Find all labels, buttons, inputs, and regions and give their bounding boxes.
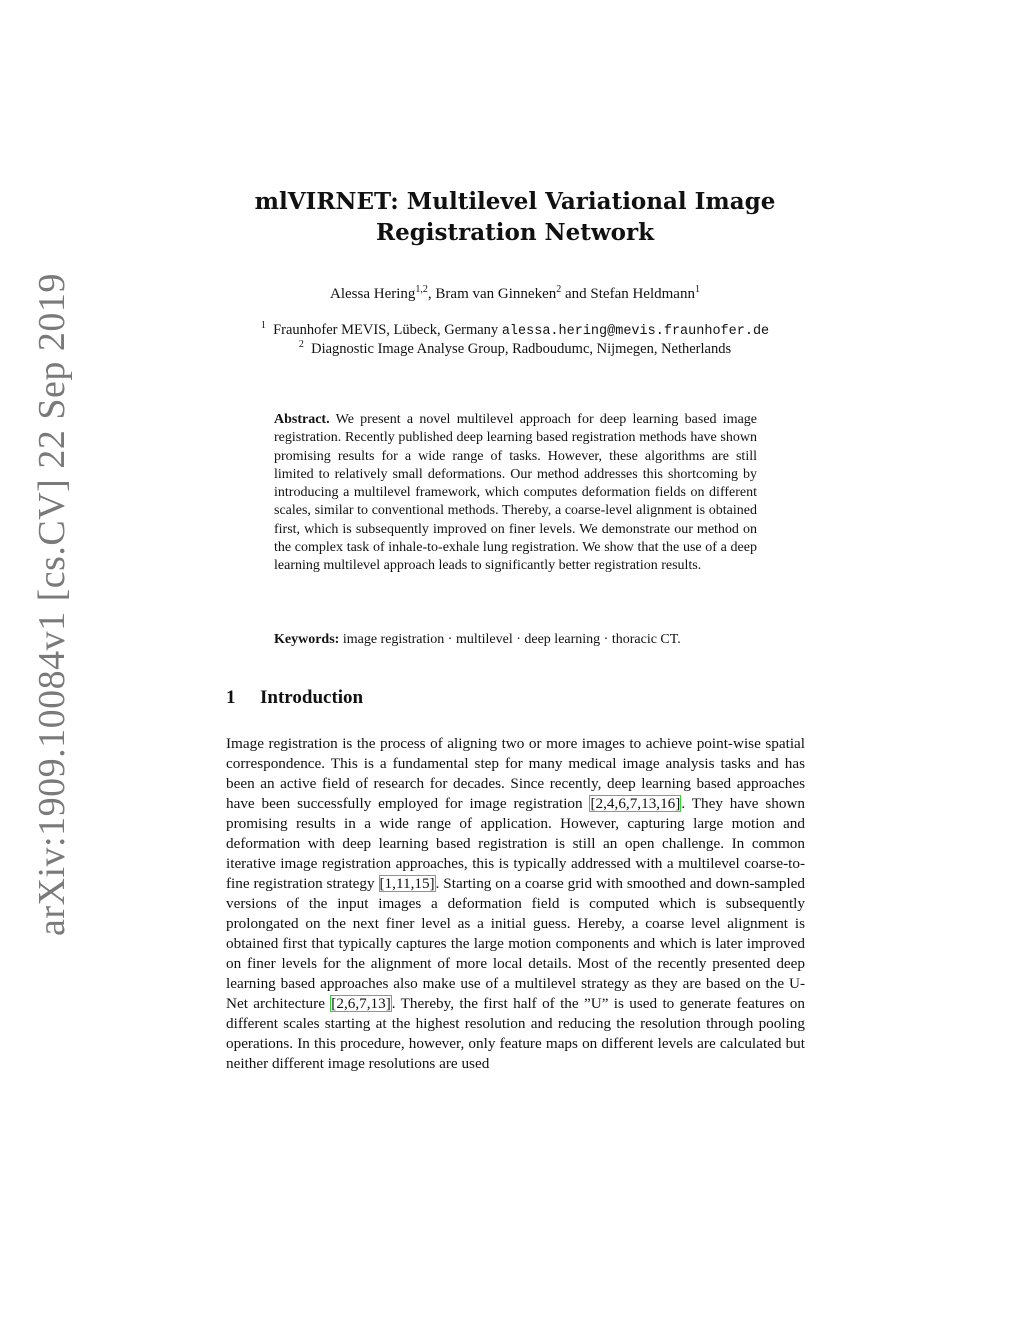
keywords-label: Keywords: xyxy=(274,632,340,647)
affiliation-1-number: 1 xyxy=(260,320,266,331)
intro-text-1: Image registration is the process of aligning two or more images to achieve point-wise spatial correspondence. This is a fundamental step for many medical image analysis tasks and has been an active field of research for decades. Since recently, deep learning based approaches have been successfully employed for image registration xyxy=(226,735,805,812)
affiliation-1 xyxy=(226,320,804,339)
author-3: Stefan Heldmann xyxy=(590,286,695,302)
author-email-link[interactable]: alessa.hering@mevis.fraunhofer.de xyxy=(501,323,770,339)
section-heading xyxy=(226,687,363,709)
introduction-paragraph xyxy=(226,734,805,1074)
citation-link[interactable]: [1,11,15] xyxy=(379,875,435,892)
citation-link[interactable]: [2,6,7,13] xyxy=(331,995,391,1012)
author-separator: and xyxy=(561,286,591,302)
affiliation-1-text: Fraunhofer MEVIS, Lübeck, Germany xyxy=(273,321,499,338)
affiliation-2 xyxy=(226,339,804,358)
author-list xyxy=(226,284,804,303)
author-1: Alessa Hering xyxy=(330,286,416,302)
abstract-text: We present a novel multilevel approach for deep learning based image registration. Recently published deep learning based registration methods have shown promising results for a wide range of tasks. However, these algorithms are still limited to relatively small deformations. Our method addresses this shortcoming by introducing a multilevel framework, which computes deformation fields on different scales, similar to conventional methods. Thereby, a coarse-level alignment is obtained first, which is subsequently improved on finer levels. We demonstrate our method on the complex task of inhale-to-exhale lung registration. We show that the use of a deep learning multilevel approach leads to significantly better registration results. xyxy=(274,412,758,574)
section-number: 1 xyxy=(226,687,236,708)
author-separator: , xyxy=(427,286,436,302)
citation-link[interactable]: [2,4,6,7,13,16] xyxy=(590,795,681,812)
author-3-affil: 1 xyxy=(694,284,700,295)
section-title: Introduction xyxy=(260,687,364,708)
author-2: Bram van Ginneken xyxy=(435,286,557,302)
affiliation-2-number: 2 xyxy=(298,339,304,350)
intro-text-4: . Thereby, the first half of the ”U” is used to generate features on different scales starting at the highest resolution and reducing the resolution through pooling operations. In this procedure, however, only feature maps on different levels are calculated but neither different image resolutions are used xyxy=(226,995,805,1072)
arxiv-side-stamp: arXiv:1909.10084v1 [cs.CV] 22 Sep 2019 xyxy=(31,273,73,936)
intro-text-2: . They have shown promising results in a wide range of application. However, capturing large motion and deformation with deep learning based registration is still an open challenge. In common iterative image registration approaches, this is typically addressed with a multilevel coarse-to-fine registration strategy xyxy=(226,795,805,892)
keywords xyxy=(274,632,774,648)
author-1-affil: 1,2 xyxy=(415,284,428,295)
paper-title xyxy=(226,186,804,248)
keywords-text: image registration · multilevel · deep learning · thoracic CT. xyxy=(342,632,681,647)
intro-text-3: . Starting on a coarse grid with smoothed and down-sampled versions of the input images a deformation field is computed which is subsequently prolongated on the next finer level as a initial guess. Hereby, a coarse level alignment is obtained first that typically captures the large motion components and which is later improved on finer levels for the alignment of more local details. Most of the recently presented deep learning based approaches also make use of a multilevel strategy as they are based on the U-Net architecture xyxy=(226,875,805,1012)
author-2-affil: 2 xyxy=(556,284,562,295)
title-line-2: Registration Network xyxy=(375,219,655,246)
title-line-1: mlVIRNET: Multilevel Variational Image xyxy=(254,188,776,215)
abstract-label: Abstract. xyxy=(274,412,330,427)
abstract xyxy=(274,411,757,576)
affiliation-2-text: Diagnostic Image Analyse Group, Radboudumc, Nijmegen, Netherlands xyxy=(311,340,732,357)
